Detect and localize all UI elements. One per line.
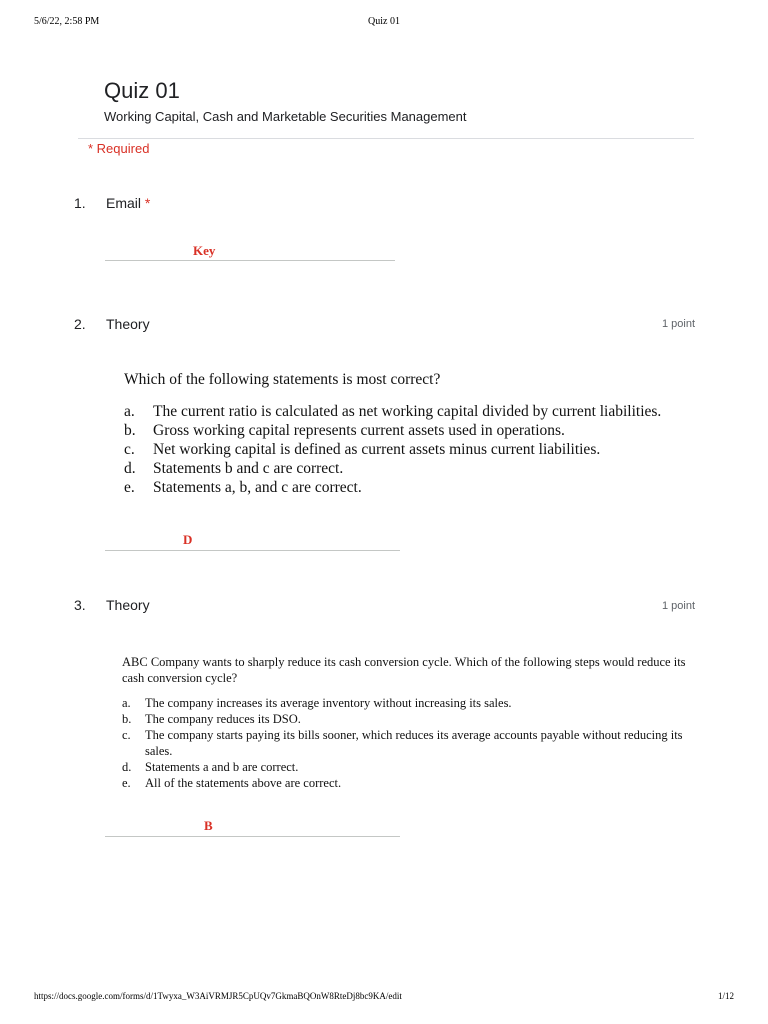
question-3-stem: ABC Company wants to sharply reduce its cash conversion cycle. Which of the following steps would reduce its cash conversion cycle? (122, 655, 686, 685)
option-letter: c. (124, 441, 135, 458)
question-3-title: Theory (106, 597, 150, 613)
question-2-option-c (124, 440, 724, 459)
option-text: All of the statements above are correct. (145, 776, 342, 790)
option-text: Statements a and b are correct. (145, 760, 299, 774)
option-text: Statements a, b, and c are correct. (153, 479, 362, 496)
option-letter: d. (122, 760, 132, 774)
question-3-option-b (122, 711, 692, 727)
option-text: The company starts paying its bills sooner, which reduces its average accounts payable without reducing its sales. (145, 728, 683, 758)
question-2-title: Theory (106, 316, 150, 332)
print-header (0, 16, 768, 32)
question-3-option-d (122, 759, 692, 775)
question-2-option-a (124, 402, 724, 421)
question-3-image (122, 654, 692, 791)
question-3-option-e (122, 775, 692, 791)
print-footer (0, 991, 768, 1007)
option-text: Statements b and c are correct. (153, 460, 344, 477)
question-2-option-d (124, 459, 724, 478)
question-1-title-text: Email (106, 195, 142, 211)
email-answer-line (105, 260, 395, 261)
print-page-number: 1/12 (717, 991, 734, 1001)
option-text: The company reduces its DSO. (145, 712, 301, 726)
question-2-option-e (124, 478, 724, 497)
email-answer-value[interactable]: Key (193, 243, 216, 258)
option-letter: c. (122, 728, 131, 742)
question-1-number: 1. (74, 195, 86, 211)
question-2-answer-value[interactable]: D (183, 532, 193, 547)
question-2-number: 2. (74, 316, 86, 332)
question-2-option-b (124, 421, 724, 440)
question-2-image (124, 370, 724, 497)
question-3-points: 1 point (661, 600, 695, 612)
question-1-title (106, 195, 150, 211)
print-url: https://docs.google.com/forms/d/1Twyxa_W3AiVRMJR5CpUQv7GkmaBQOnW8RteDj8bc9KA/edit (34, 991, 402, 1001)
form-description: Working Capital, Cash and Marketable Securities Management (104, 109, 467, 124)
option-letter: e. (122, 776, 131, 790)
question-3-answer-line (105, 836, 400, 837)
option-text: The current ratio is calculated as net working capital divided by current liabilities. (153, 403, 662, 420)
print-page-title: Quiz 01 (368, 16, 400, 27)
question-2-answer-line (105, 550, 400, 551)
required-note: * Required (88, 141, 150, 156)
print-date: 5/6/22, 2:58 PM (34, 16, 100, 27)
option-text: Gross working capital represents current assets used in operations. (153, 422, 565, 439)
option-letter: e. (124, 479, 135, 496)
option-text: The company increases its average inventory without increasing its sales. (145, 696, 512, 710)
question-3-answer-value[interactable]: B (204, 818, 213, 833)
question-2-stem: Which of the following statements is most correct? (124, 371, 441, 388)
question-3-option-a (122, 695, 692, 711)
question-2-points: 1 point (661, 318, 695, 330)
question-3-option-c (122, 727, 692, 759)
form-title: Quiz 01 (104, 78, 180, 103)
form-divider (78, 138, 694, 139)
option-letter: b. (124, 422, 136, 439)
option-letter: b. (122, 712, 132, 726)
option-letter: a. (124, 403, 135, 420)
option-letter: d. (124, 460, 136, 477)
option-text: Net working capital is defined as current assets minus current liabilities. (153, 441, 601, 458)
option-letter: a. (122, 696, 131, 710)
required-marker: * (144, 195, 151, 211)
question-3-number: 3. (74, 597, 86, 613)
